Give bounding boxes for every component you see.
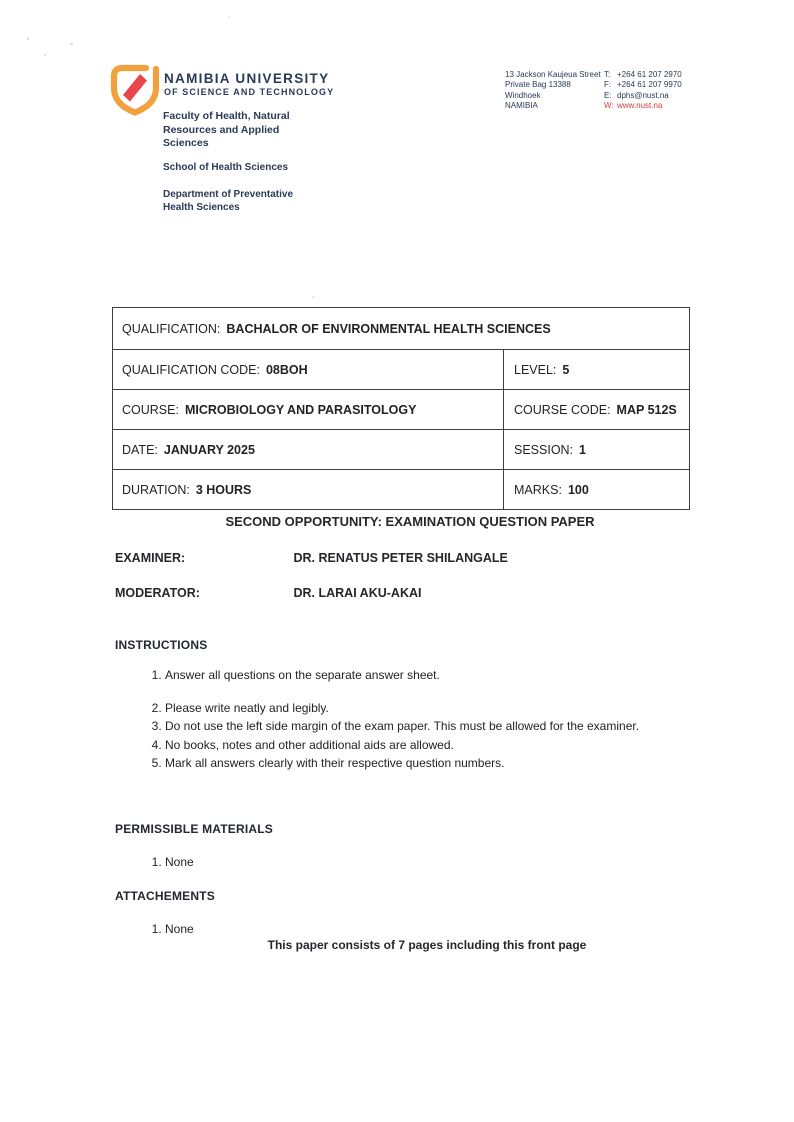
table-row [113,349,689,389]
instruction-item: 4. No books, notes and other additional aids are allowed. [165,736,657,755]
department-name [163,189,293,214]
scan-artifact [312,296,315,298]
fax-line [604,80,682,90]
course-label: COURSE: [122,402,179,417]
phone-value: +264 61 207 2970 [617,70,682,79]
fax-label: F: [604,80,612,90]
instructions-list [143,666,657,773]
university-name: NAMIBIA UNIVERSITY [164,71,330,86]
nust-shield-logo-icon [109,62,161,116]
instruction-item: 3. Do not use the left side margin of the exam paper. This must be allowed for the examiner. [165,717,657,736]
course-code-value: MAP 512S [616,402,677,417]
session-label: SESSION: [514,442,574,457]
moderator-name: DR. LARAI AKU-AKAI [293,586,422,600]
instruction-item: 5. Mark all answers clearly with their respective question numbers. [165,754,657,773]
instructions-heading: INSTRUCTIONS [115,638,208,652]
qualification-label: QUALIFICATION: [122,321,221,336]
table-row [113,308,689,349]
moderator-label: MODERATOR: [115,586,200,600]
level-cell [503,350,689,389]
website-line [604,101,682,111]
permissible-material-item: 1. None [165,853,194,872]
paper-title: SECOND OPPORTUNITY: EXAMINATION QUESTION PAPER [225,514,595,529]
table-row [113,469,689,509]
qualification-code-value: 08BOH [265,362,308,377]
table-row [113,429,689,469]
date-cell [113,430,503,469]
university-name-subline: OF SCIENCE AND TECHNOLOGY [164,87,335,98]
examiner-label: EXAMINER: [115,551,186,565]
marks-value: 100 [567,482,589,497]
email-line [604,91,682,101]
attachments-list [143,920,194,939]
scan-artifact [70,43,73,45]
duration-label: DURATION: [122,482,190,497]
faculty-name [163,110,290,151]
phone-line [604,70,682,80]
department-line: Health Sciences [163,201,240,213]
instruction-item: 1. Answer all questions on the separate answer sheet. [165,666,657,685]
email-label: E: [604,90,612,100]
school-name: School of Health Sciences [163,162,289,173]
phone-label: T: [604,70,611,79]
address-line: Windhoek [505,90,541,100]
permissible-materials-heading: PERMISSIBLE MATERIALS [115,822,273,836]
examiner-name: DR. RENATUS PETER SHILANGALE [293,551,508,565]
fax-value: +264 61 207 9970 [617,80,682,90]
table-row [113,389,689,429]
marks-label: MARKS: [514,482,562,497]
moderator-row [115,586,675,600]
instruction-item: 2. Please write neatly and legibly. [165,699,657,718]
permissible-materials-list [143,853,194,872]
faculty-line: Sciences [163,137,209,149]
exam-info-table [112,307,690,510]
scan-artifact [44,54,46,56]
date-label: DATE: [122,442,158,457]
email-value: dphs@nust.na [617,90,669,100]
duration-value: 3 HOURS [195,482,252,497]
course-code-cell [503,390,689,429]
duration-cell [113,470,503,509]
course-code-label: COURSE CODE: [514,402,611,417]
session-cell [503,430,689,469]
website-label: W: [604,100,614,110]
page-count-note: This paper consists of 7 pages including this front page [267,938,587,952]
university-wordmark [164,72,334,98]
faculty-line: Resources and Applied [163,123,280,136]
course-value: MICROBIOLOGY AND PARASITOLOGY [184,402,417,417]
marks-cell [503,470,689,509]
course-cell [113,390,503,429]
qualification-cell [113,308,689,349]
address-line: Private Bag 13388 [505,80,571,90]
scan-artifact [228,16,230,18]
scan-artifact [27,37,29,40]
faculty-line: Faculty of Health, Natural [163,110,290,122]
contact-details [604,70,682,111]
level-label: LEVEL: [514,362,557,377]
qualification-code-label: QUALIFICATION CODE: [122,362,260,377]
examiner-row [115,551,675,565]
contact-block [505,70,682,111]
date-value: JANUARY 2025 [163,442,255,457]
postal-address [505,70,604,111]
session-value: 1 [579,442,586,457]
address-line: NAMIBIA [505,100,538,110]
department-line: Department of Preventative [163,189,294,200]
qualification-value: BACHALOR OF ENVIRONMENTAL HEALTH SCIENCES [226,321,551,336]
attachment-item: 1. None [165,920,194,939]
address-line: 13 Jackson Kaujeua Street [505,70,601,79]
level-value: 5 [562,362,570,377]
qualification-code-cell [113,350,503,389]
attachments-heading: ATTACHEMENTS [115,889,215,903]
website-value: www.nust.na [617,100,663,110]
